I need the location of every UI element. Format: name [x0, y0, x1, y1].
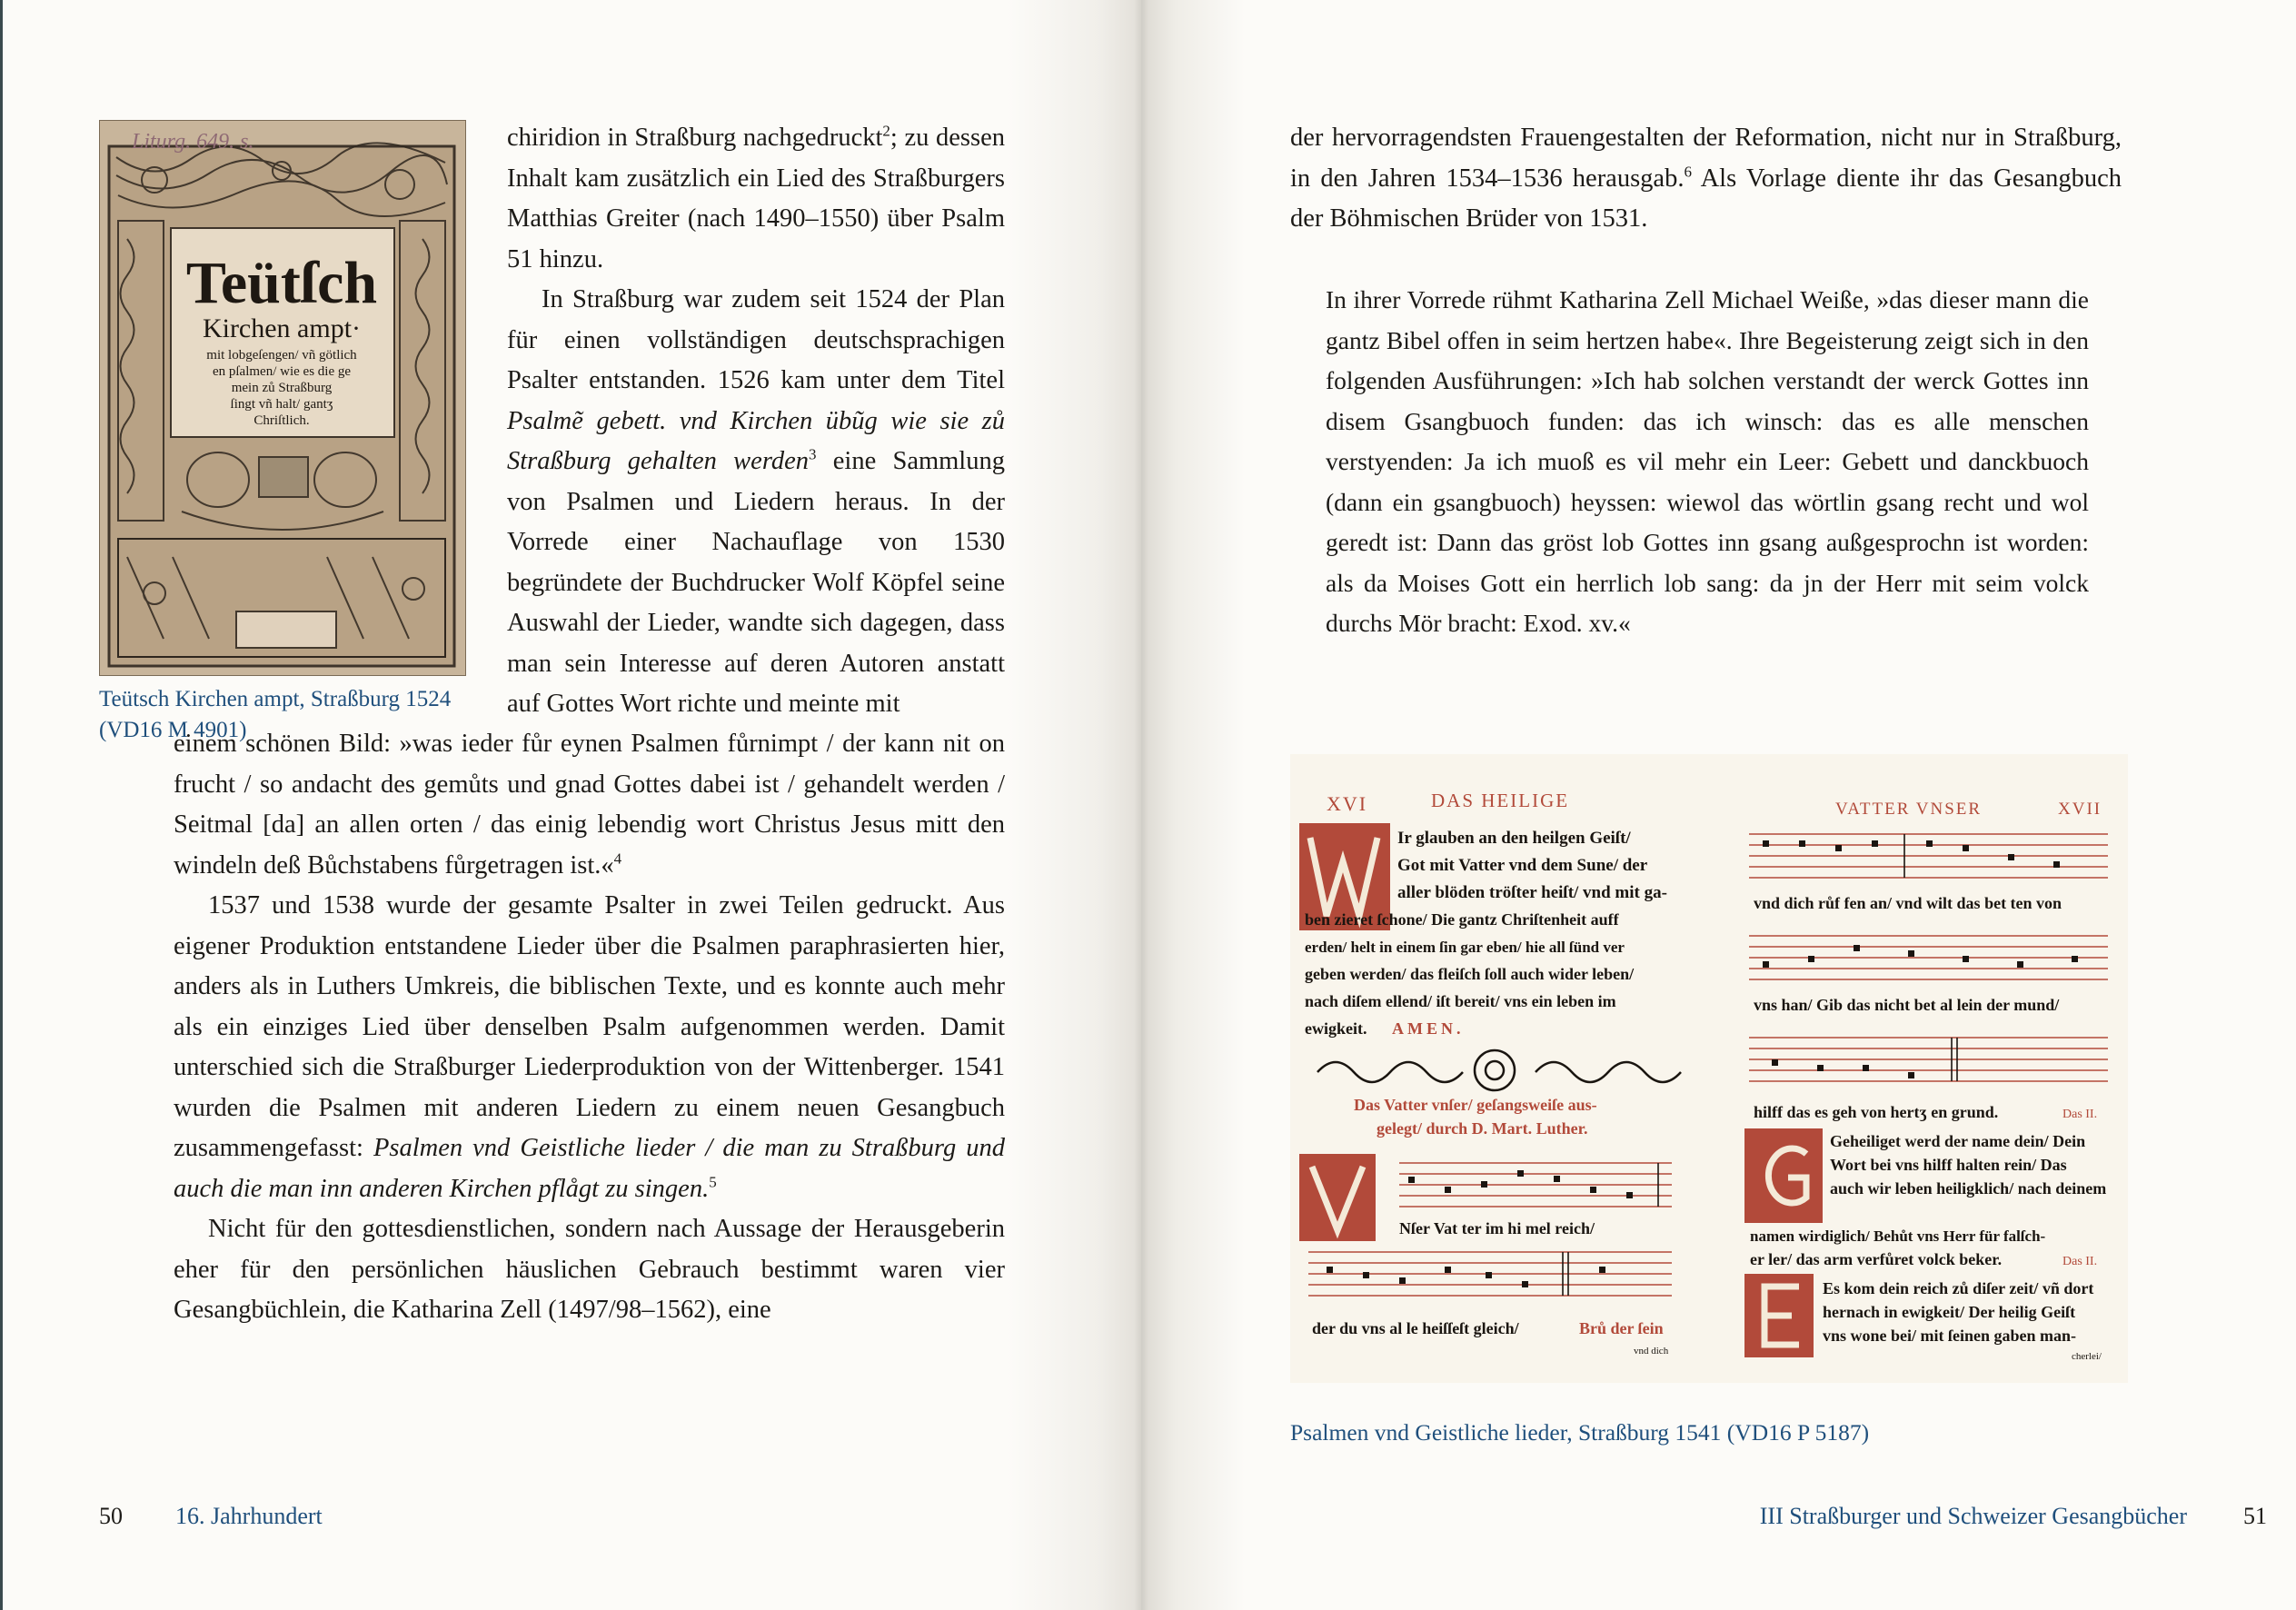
hymn-verse-line: Es kom dein reich zů diſer zeit/ vñ dort	[1823, 1279, 2094, 1297]
hymn-text-line: erden/ helt in einem ſin gar eben/ hie all ſünd ver	[1305, 939, 1625, 956]
woodcut-title-word: Teütſch	[185, 250, 378, 316]
hymn-underlay: vns han/ Gib das nicht bet al lein der mund/	[1754, 996, 2060, 1014]
hymn-text-line: ben zieret ſchone/ Die gantz Chriſtenheit auff	[1305, 910, 1619, 929]
hymn-verse-line: er ler/ das arm verfůret volck beker.	[1750, 1250, 2003, 1268]
hymn-verse-line: namen wirdiglich/ Behůt vns Herr für falſch-	[1750, 1227, 2046, 1245]
text-column-right	[1290, 118, 2122, 240]
hymn-verse-line: auch wir leben heiligklich/ nach deinem	[1830, 1179, 2107, 1198]
woodcut-line: en pſalmen/ wie es die ge	[212, 364, 352, 379]
hymn-text-line: aller blöden tröſter heiſt/ vnd mit ga-	[1397, 883, 1667, 902]
running-title-left: 16. Jahrhundert	[175, 1503, 323, 1529]
hymn-underlay: der du vns al le heiſſeſt gleich/	[1312, 1319, 1519, 1337]
catchword: cherlei/	[2072, 1351, 2102, 1362]
woodcut-line: Chriſtlich.	[253, 413, 310, 428]
hymn-underlay: Nſer Vat ter im hi mel reich/	[1399, 1219, 1595, 1237]
figure-caption-right: Psalmen vnd Geistliche lieder, Straßburg 1541 (VD16 P 5187)	[1290, 1419, 1870, 1446]
paragraph: 1537 und 1538 wurde der gesamte Psalter in zwei Teilen gedruckt. Aus eigener Produktion entstandene Lieder über die Psalmen paraphrasierten hier, anders als in Luthers Umkreis, die biblischen Texte, und es konnte auch mehr als ein einziges Lied über denselben Psalm aufgenommen werden. Damit unterschied sich die Straßburger Liederproduktion von der Wittenberger. 1541 wurden die Psalmen mit anderen Liedern zu einem neuen Gesangbuch zusammengefasst: Psalmen vnd Geistliche lieder / die man zu Straßburg und auch die man inn anderen Kirchen pflågt zu singen.$^5$	[174, 891, 1005, 1203]
figure-hymnal-pages	[1290, 754, 2128, 1383]
running-title-right: III Straßburger und Schweizer Gesangbücher	[1759, 1503, 2187, 1529]
hymn-verse-line: Geheiliget werd der name dein/ Dein	[1830, 1132, 2086, 1150]
paragraph: In Straßburg war zudem seit 1524 der Plan für einen vollständigen deutschsprachigen Psalter entstanden. 1526 kam unter dem Titel Psalmẽ gebett. vnd Kirchen übũg wie sie zů Straßburg gehalten werden$^3$ eine Sammlung von Psalmen und Liedern heraus. In der Vorrede einer Nachauflage von 1530 begründete der Buchdrucker Wolf Köpfel seine Auswahl der Lieder, wandte sich dagegen, dass man sein Interesse auf deren Autoren anstatt auf Gottes Wort richte und meinte mit	[507, 285, 1005, 718]
hymn-text-line: nach diſem ellend/ iſt bereit/ vns ein leben im	[1305, 992, 1616, 1010]
left-page	[0, 0, 1144, 1610]
right-page	[1141, 0, 2296, 1610]
woodcut-line: mein zů Straßburg	[231, 381, 333, 395]
woodcut-title-page-image	[100, 121, 465, 675]
footnote-marker[interactable]: 2	[882, 122, 890, 140]
hymn-underlay: vnd dich růf fen an/ vnd wilt das bet ten von	[1754, 894, 2062, 912]
woodcut-title-line2: Kirchen ampt·	[202, 313, 362, 343]
footnote-marker[interactable]: 5	[709, 1173, 717, 1190]
hymnal-facsimile-image	[1290, 754, 2128, 1383]
hymn-underlay: hilff das es geh von hertʒ en grund.	[1754, 1103, 1999, 1121]
hymn-text-line: geben werden/ das fleiſch ſoll auch wider leben/	[1305, 965, 1635, 983]
verse-mark: Das II.	[2062, 1255, 2098, 1268]
page-number-right: 51	[2243, 1503, 2267, 1529]
block-quote: In ihrer Vorrede rühmt Katharina Zell Michael Weiße, »das dieser mann die gantz Bibel offen in seim hertzen habe«. Ihre Begeisterung zeigt sich in den folgenden Ausführungen: »Ich hab solchen verstandt der werck Gottes inn disem Gsangbuoch funden: das ich winsch: das es alle menschen verstyenden: Ja ich muoß es vil mehr ein Leer: Gebett und danckbuoch (dann ein gsangbuoch) heyssen: wiewol das wörtlin gsang recht und wol geredt ist: Dann das gröst lob Gottes inn gsang außgesprochn ist worden: als da Moises Gott ein herrlich lob sang: da jn der Herr mit seim volck durchs Mör bracht: Exod. xv.«	[1326, 285, 2089, 637]
footnote-marker[interactable]: 6	[1684, 163, 1692, 180]
hymn-text-line: ewigkeit.	[1305, 1019, 1367, 1038]
catchword: vnd dich	[1634, 1346, 1669, 1357]
hymn-rubric: Das Vatter vnſer/ geſangsweiſe aus-	[1354, 1096, 1597, 1114]
woodcut-line: ſingt vñ halt/ gantʒ	[230, 397, 333, 412]
hymn-amen: AMEN.	[1392, 1019, 1465, 1038]
hymn-page-number-left: XVI	[1327, 792, 1368, 815]
hymn-text-line: Ir glauben an den heilgen Geiſt/	[1397, 829, 1631, 848]
italic-title: Psalmẽ gebett. vnd Kirchen übũg wie sie zů Straßburg gehalten werden	[507, 406, 1005, 475]
paragraph-continuation: einem schönen Bild: »was ieder fůr eynen Psalmen fůrnimpt / der kann nit on frucht / so andacht des gemůts und gnad Gottes dabei ist / gehandelt werden / Seitmal [da] an allen orten / das einig lebendig wort Christus Jesus mitt den windeln deß Bůchstabens fůrgetragen ist.«$^4$	[174, 730, 1005, 880]
footnote-marker[interactable]: 3	[809, 445, 817, 463]
paragraph: Nicht für den gottesdienstlichen, sondern nach Aussage der Herausgeberin eher für den persönlichen häuslichen Gebrauch bestimmt waren vier Gesangbüchlein, die Katharina Zell (1497/98–1562), eine	[174, 1215, 1005, 1324]
figure-caption-left: Teütsch Kirchen ampt, Straßburg 1524 (VD16 M 4901)	[99, 687, 452, 742]
hymn-rubric: gelegt/ durch D. Mart. Luther.	[1377, 1119, 1588, 1138]
shelfmark-text: Liturg. 649. s.	[132, 130, 254, 154]
verse-mark: Das II.	[2062, 1108, 2098, 1121]
paragraph: chiridion in Straßburg nachgedruckt$^2$; zu dessen Inhalt kam zusätzlich ein Lied des Straßburgers Matthias Greiter (nach 1490–1550) über Psalm 51 hinzu.	[507, 122, 1005, 273]
paragraph-continuation: der hervorragendsten Frauengestalten der Reformation, nicht nur in Straßburg, in den Jahren 1534–1536 herausgab.$^6$ Als Vorlage diente ihr das Gesangbuch der Böhmischen Brüder von 1531.	[1290, 124, 2122, 233]
hymn-underlay-red: Brů der ſein	[1579, 1319, 1664, 1337]
page-number-left: 50	[99, 1503, 123, 1529]
italic-title: Psalmen vnd Geistliche lieder / die man zu Straßburg und auch die man inn anderen Kirchen pflågt zu singen.	[174, 1134, 1005, 1203]
initial-letter-g	[1744, 1128, 1823, 1223]
text-column-wide	[174, 724, 1005, 1331]
hymn-verse-line: hernach in ewigkeit/ Der heilig Geiſt	[1823, 1303, 2076, 1321]
footnote-marker[interactable]: 4	[613, 850, 622, 867]
figure-title-page-woodcut	[99, 120, 466, 676]
hymn-heading-right: VATTER VNSER	[1835, 800, 1983, 819]
hymn-page-number-right: XVII	[2058, 800, 2102, 819]
text-column-narrow	[507, 118, 1005, 725]
hymn-verse-line: vns wone bei/ mit ſeinen gaben man-	[1823, 1327, 2077, 1345]
woodcut-line: mit lobgeſengen/ vñ götlich	[206, 348, 357, 363]
hymn-text-line: Got mit Vatter vnd dem Sune/ der	[1397, 856, 1648, 875]
hymn-verse-line: Wort bei vns hilff halten rein/ Das	[1830, 1156, 2067, 1174]
book-gutter	[1134, 0, 1148, 1610]
hymn-heading-left: DAS HEILIGE	[1431, 790, 1570, 811]
